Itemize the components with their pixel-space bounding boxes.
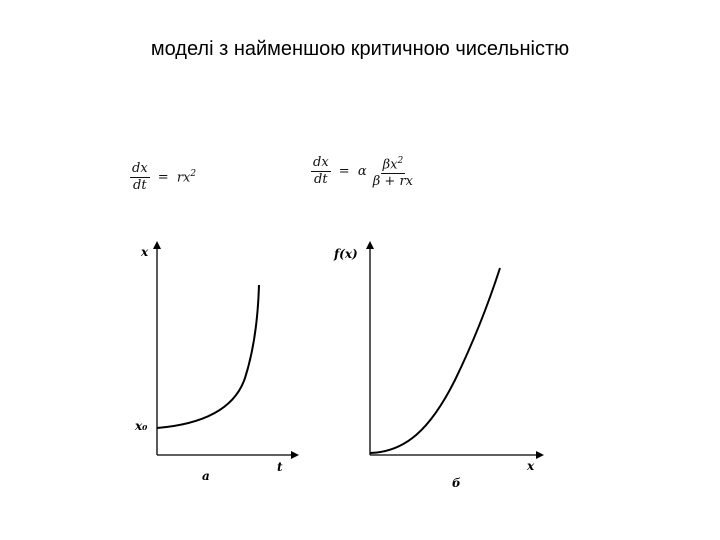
graph-a-caption: а: [202, 469, 210, 483]
fraction-numerator: dx: [313, 155, 329, 171]
rhs-exponent: 2: [190, 169, 197, 180]
graph-b-caption: б: [452, 476, 461, 490]
rhs-num-base: βx: [382, 157, 398, 173]
rhs-num-exponent: 2: [397, 156, 404, 166]
equals-sign: =: [157, 170, 169, 185]
graph-b-y-label: f(x): [334, 247, 358, 261]
rhs-fraction-denominator: β + rx: [372, 174, 413, 190]
fraction-numerator: dx: [132, 161, 148, 176]
graph-a-y-label: x: [141, 245, 149, 259]
graph-b-x-label: x: [527, 459, 535, 473]
graph-a-curve: [157, 285, 259, 428]
graph-a-origin-label: x₀: [135, 419, 148, 433]
graph-b: [333, 245, 540, 490]
graph-b-curve: [370, 268, 500, 453]
slide-title: моделі з найменшою критичною чисельністю: [150, 38, 570, 60]
equals-sign: =: [338, 164, 350, 180]
fraction-denominator: dt: [314, 172, 328, 188]
graph-a-x-label: t: [277, 460, 283, 474]
graph-a: [134, 245, 295, 483]
fraction-denominator: dt: [133, 178, 147, 193]
coefficient: α: [357, 164, 367, 180]
rhs-base: rx: [176, 170, 191, 186]
